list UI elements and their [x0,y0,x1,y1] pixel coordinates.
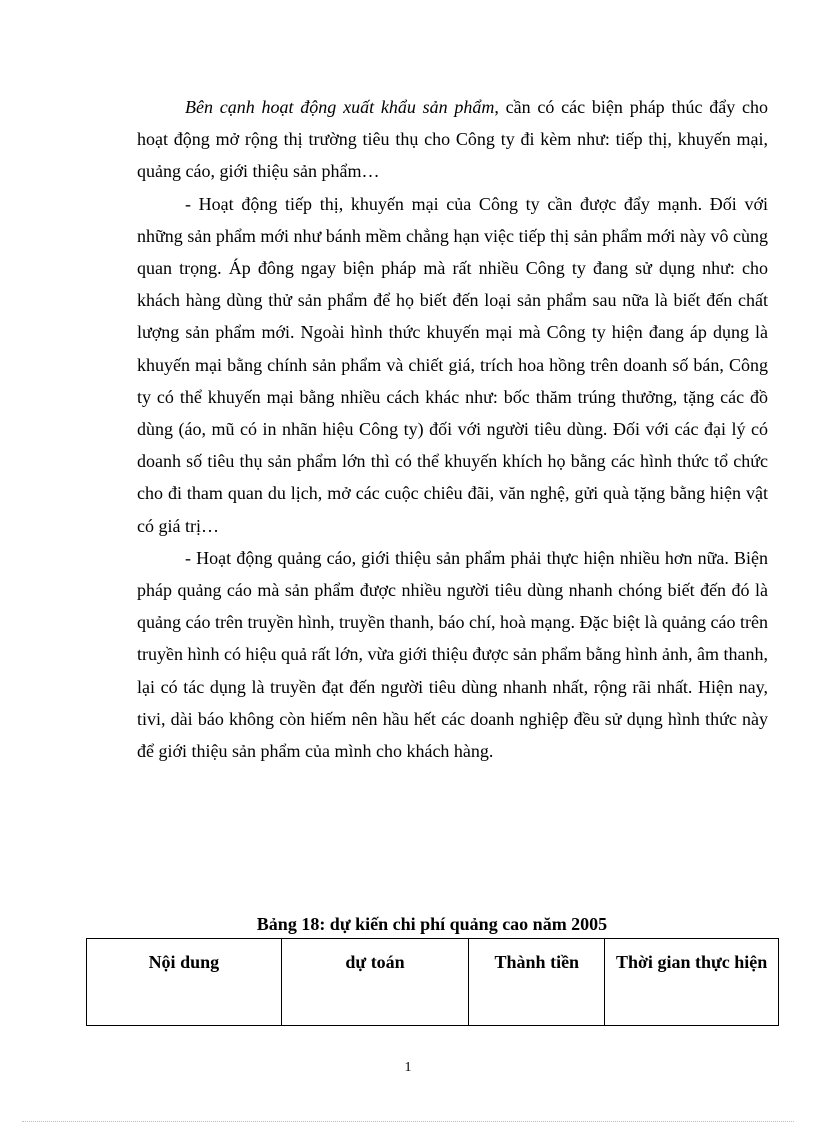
body-text [137,91,768,767]
paragraph-2: - Hoạt động tiếp thị, khuyến mại của Công ty cần được đẩy mạnh. Đối với những sản phẩm mới như bánh mềm chẳng hạn việc tiếp thị sản phẩm mới này vô cùng quan trọng. Áp đông ngay biện pháp mà rất nhiều Công ty đang sử dụng như: cho khách hàng dùng thử sản phẩm để họ biết đến loại sản phẩm sau nữa là biết đến chất lượng sản phẩm mới. Ngoài hình thức khuyến mại mà Công ty hiện đang áp dụng là khuyến mại bằng chính sản phẩm và chiết giá, trích hoa hồng trên doanh số bán, Công ty có thể khuyến mại bằng nhiều cách khác như: bốc thăm trúng thưởng, tặng các đồ dùng (áo, mũ có in nhãn hiệu Công ty) đối với người tiêu dùng. Đối với các đại lý có doanh số tiêu thụ sản phẩm lớn thì có thể khuyến khích họ bằng các hình thức tổ chức cho đi tham quan du lịch, mở các cuộc chiêu đãi, văn nghệ, gửi quà tặng bằng hiện vật có giá trị… [137,193,768,536]
paragraph-1 [137,91,768,188]
header-thanh-tien: Thành tiền [469,939,605,1026]
paragraph-1-lead: Bên cạnh hoạt động xuất khẩu sản phẩm [185,97,495,117]
header-du-toan: dự toán [281,939,469,1026]
table-title: Bảng 18: dự kiến chi phí quảng cao năm 2005 [256,914,608,934]
table-header-row [87,939,779,1026]
advertising-cost-table [86,938,779,1026]
paragraph-3: - Hoạt động quảng cáo, giới thiệu sản phẩm phải thực hiện nhiều hơn nữa. Biện pháp quảng cáo mà sản phẩm được nhiều người tiêu dùng nhanh chóng biết đến đó là quảng cáo trên truyền hình, truyền thanh, báo chí, hoà mạng. Đặc biệt là quảng cáo trên truyền hình có hiệu quả rất lớn, vừa giới thiệu được sản phẩm bằng hình ảnh, âm thanh, lại có tác dụng là truyền đạt đến người tiêu dùng nhanh nhất, rộng rãi nhất. Hiện nay, tivi, dài báo không còn hiếm nên hầu hết các doanh nghiệp đều sử dụng hình thức này để giới thiệu sản phẩm của mình cho khách hàng. [137,547,768,762]
page-number: 1 [404,1060,412,1075]
paragraph-1-rest: , cần có các biện pháp thúc đẩy cho hoạt động mở rộng thị trường tiêu thụ cho Công ty đi kèm như: tiếp thị, khuyến mại, quảng cáo, giới thiệu sản phẩm… [137,97,768,182]
header-thoi-gian: Thời gian thực hiện [605,939,779,1026]
header-noi-dung: Nội dung [87,939,282,1026]
page-bottom-divider [22,1121,794,1122]
